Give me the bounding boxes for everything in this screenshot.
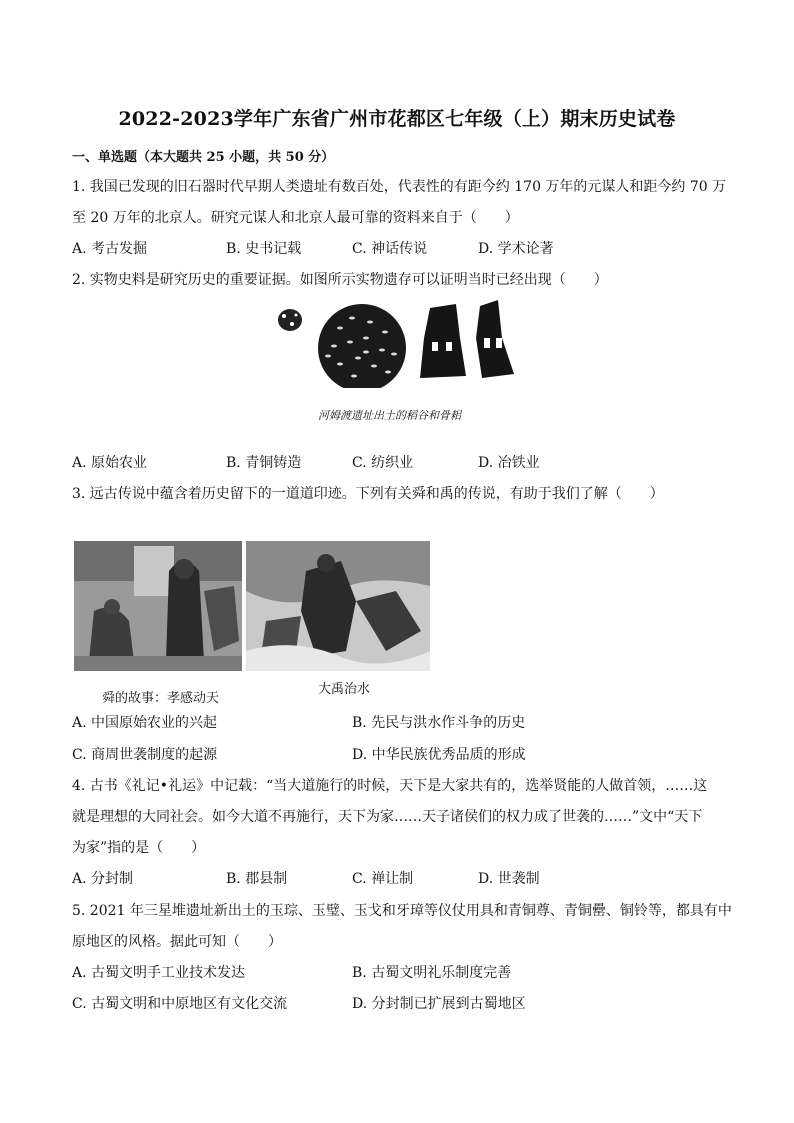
q3-line-1: 3. 远古传说中蕴含着历史留下的一道道印迹。下列有关舜和禹的传说，有助于我们了解（ ） (72, 486, 664, 502)
bone-spade-right-icon (476, 300, 514, 378)
q4-line-1: 4. 古书《礼记•礼运》中记载：“当大道施行的时候，天下是大家共有的，选举贤能的人做首领，……这 (72, 778, 708, 794)
bone-spade-left-icon (420, 304, 466, 378)
q2-option-a: A. 原始农业 (72, 455, 148, 471)
q3-option-c: C. 商周世袭制度的起源 (72, 747, 218, 763)
q5-option-a: A. 古蜀文明手工业技术发达 (72, 965, 246, 981)
q2-option-d: D. 冶铁业 (478, 455, 540, 471)
q4-option-b: B. 郡县制 (226, 871, 288, 887)
q4-option-c: C. 禅让制 (352, 871, 414, 887)
shun-filial-piety-illustration (74, 541, 242, 671)
q3-option-a: A. 中国原始农业的兴起 (72, 715, 218, 731)
rice-grains-small-icon (278, 309, 302, 331)
q1-line-1: 1. 我国已发现的旧石器时代早期人类遗址有数百处，代表性的有距今约 170 万年的元谋人和距今约 70 万 (72, 179, 727, 195)
q4-line-2: 就是理想的大同社会。如今大道不再施行，天下为家……天子诸侯们的权力成了世袭的……”文中“天下 (72, 809, 703, 825)
q1-option-b: B. 史书记载 (226, 241, 302, 257)
q3-option-b: B. 先民与洪水作斗争的历史 (352, 715, 526, 731)
q5-option-d: D. 分封制已扩展到古蜀地区 (352, 996, 526, 1012)
q2-option-c: C. 纺织业 (352, 455, 414, 471)
q3-caption-yu: 大禹治水 (318, 682, 371, 697)
q2-option-b: B. 青铜铸造 (226, 455, 302, 471)
q1-option-d: D. 学术论著 (478, 241, 554, 257)
section-heading: 一、单选题（本大题共 25 小题，共 50 分） (72, 150, 335, 165)
q5-line-2: 原地区的风格。据此可知（ ） (72, 934, 282, 950)
q2-figure-caption: 河姆渡遗址出土的稻谷和骨耜 (318, 409, 461, 422)
q4-line-3: 为家”指的是（ ） (72, 840, 206, 856)
rice-and-bone-spade-photo (270, 298, 530, 388)
q4-option-a: A. 分封制 (72, 871, 134, 887)
q5-line-1: 5. 2021 年三星堆遗址新出土的玉琮、玉璧、玉戈和牙璋等仪仗用具和青铜尊、青铜罍、铜铃等，都具有中 (72, 903, 732, 919)
q5-option-c: C. 古蜀文明和中原地区有文化交流 (72, 996, 288, 1012)
q5-option-b: B. 古蜀文明礼乐制度完善 (352, 965, 512, 981)
q4-option-d: D. 世袭制 (478, 871, 540, 887)
yu-flood-control-illustration (246, 541, 430, 671)
q1-option-a: A. 考古发掘 (72, 241, 148, 257)
q3-option-d: D. 中华民族优秀品质的形成 (352, 747, 526, 763)
q3-caption-shun: 舜的故事：孝感动天 (102, 691, 220, 706)
q2-line-1: 2. 实物史料是研究历史的重要证据。如图所示实物遗存可以证明当时已经出现（ ） (72, 272, 608, 288)
rice-grains-pile-icon (318, 304, 406, 388)
q1-line-2: 至 20 万年的北京人。研究元谋人和北京人最可靠的资料来自于（ ） (72, 210, 519, 226)
exam-title: 2022-2023学年广东省广州市花都区七年级（上）期末历史试卷 (118, 108, 676, 130)
q1-option-c: C. 神话传说 (352, 241, 428, 257)
